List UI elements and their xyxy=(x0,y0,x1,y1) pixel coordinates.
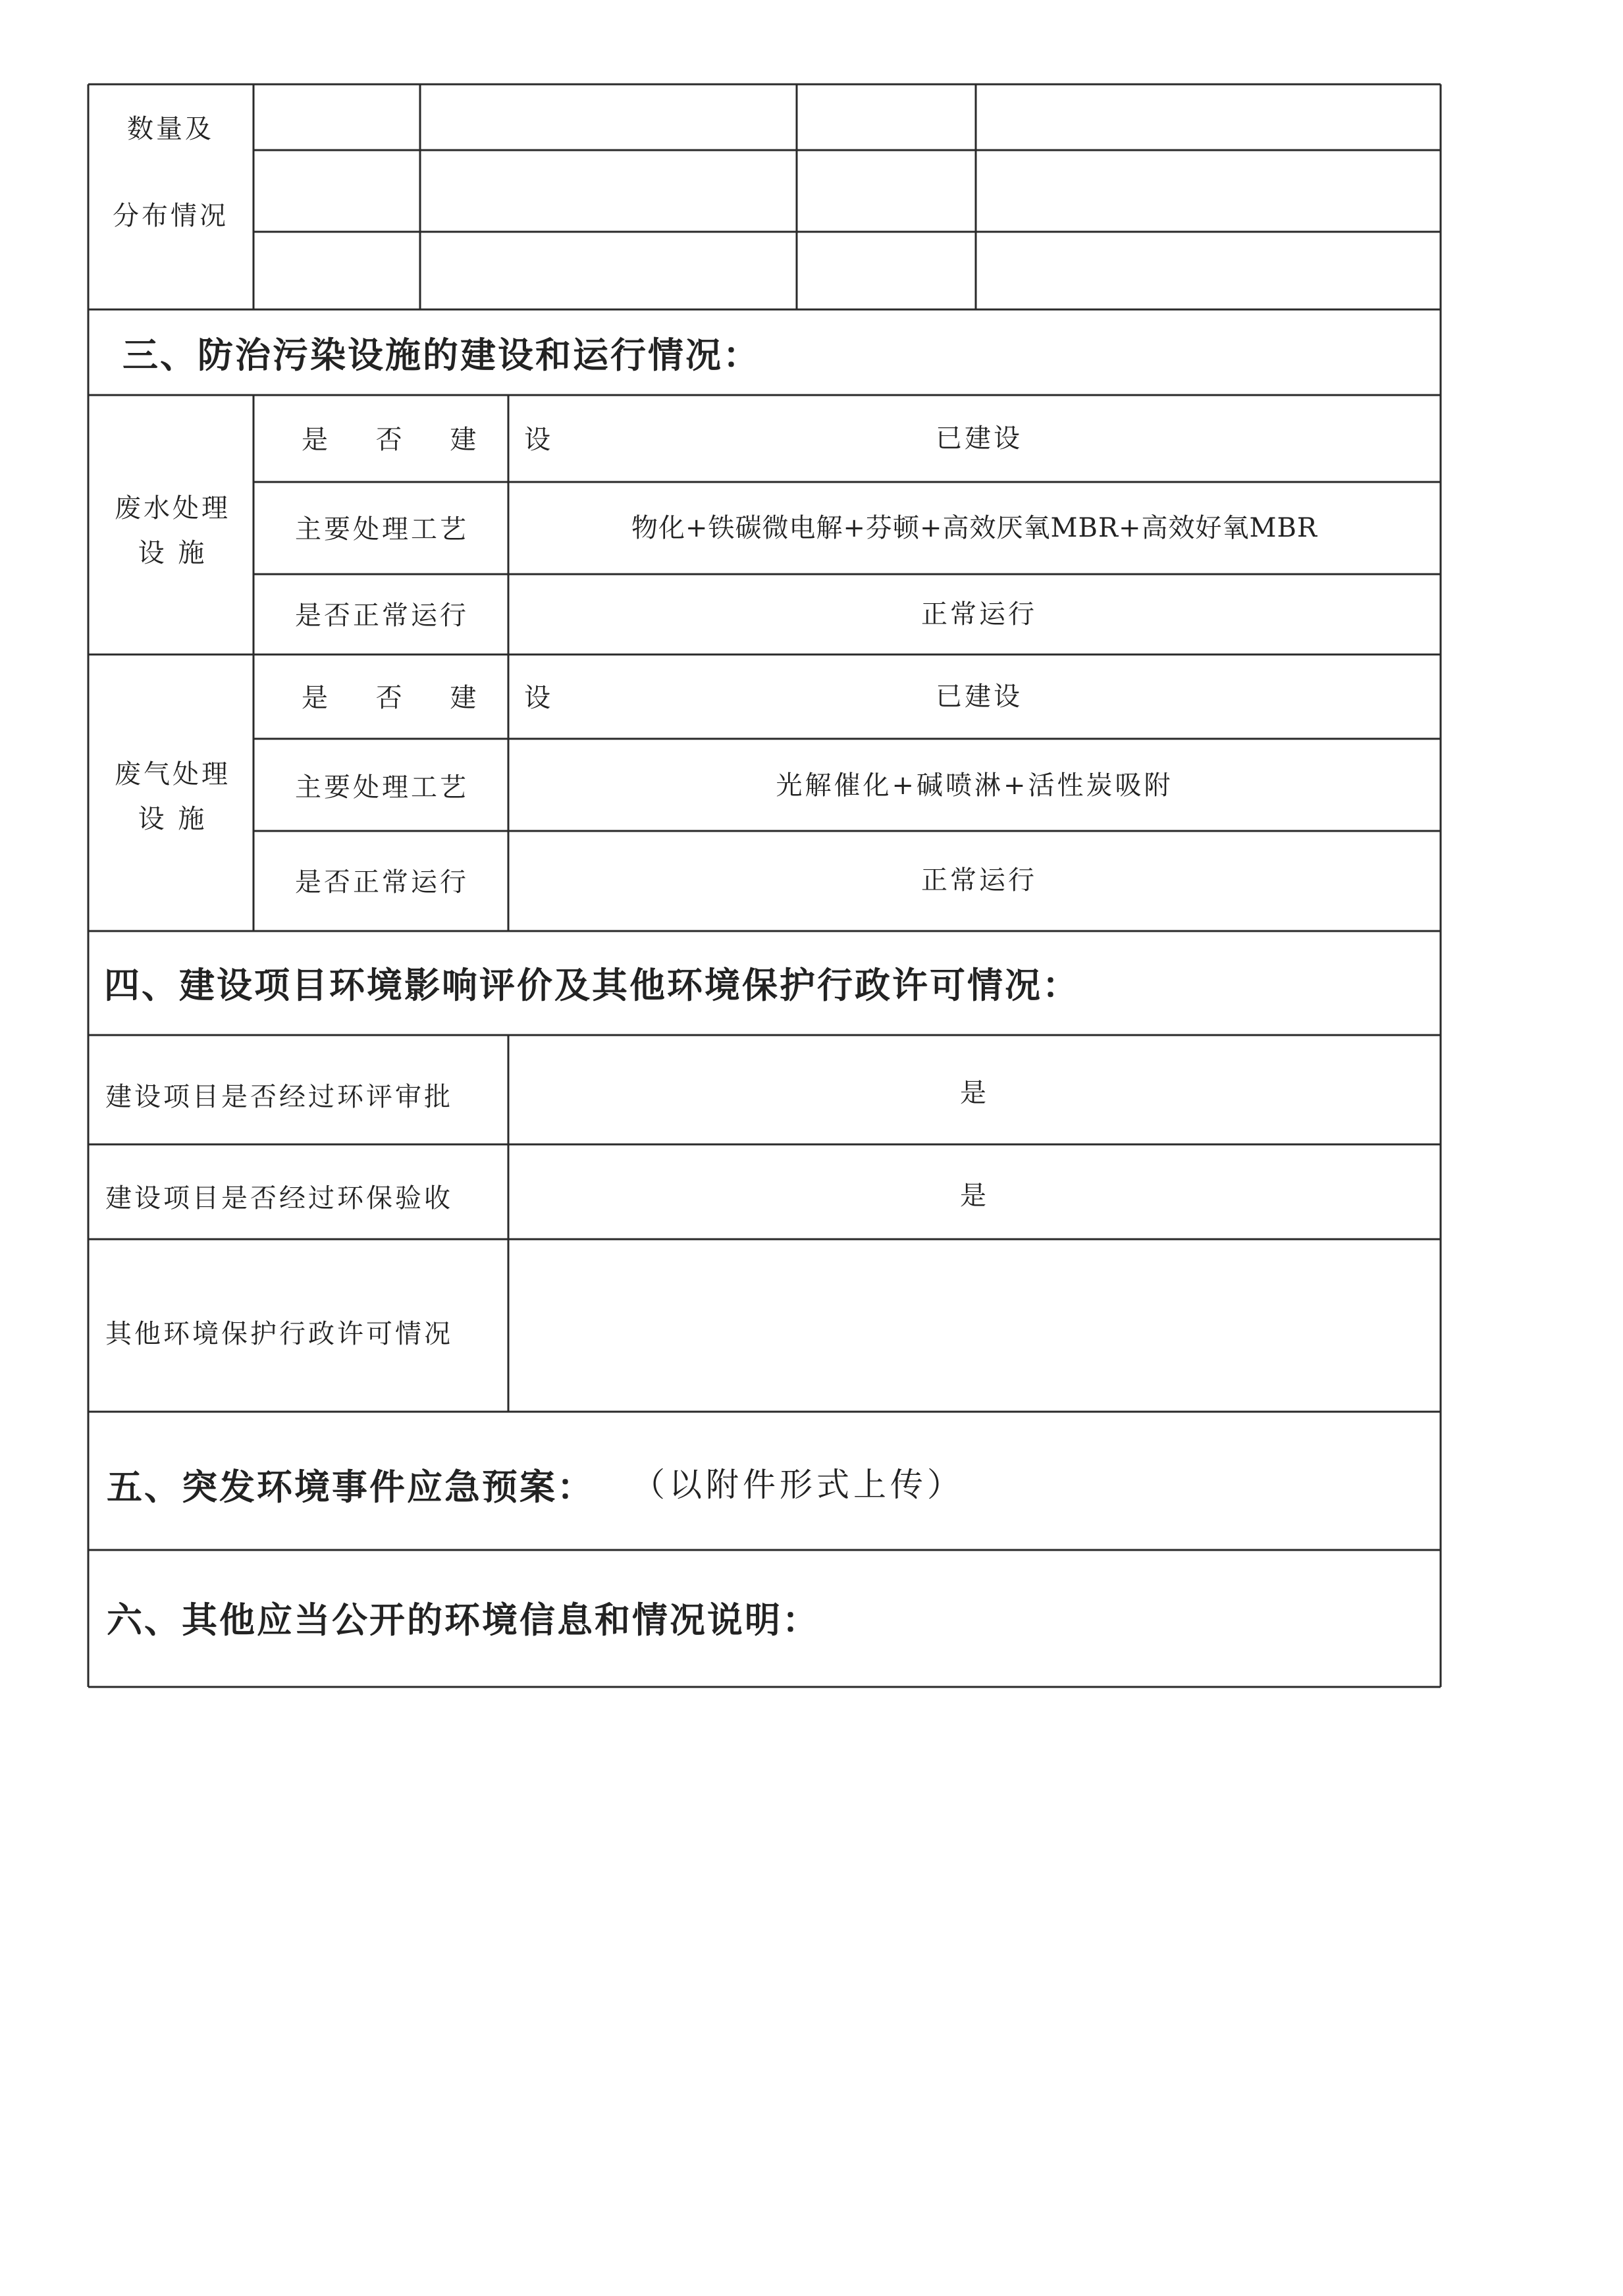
wastewater-process-value: 物化+铁碳微电解+芬顿+高效厌氧MBR+高效好氧MBR xyxy=(631,513,1317,543)
wastegas-built-value: 已建设 xyxy=(936,681,1023,712)
wastegas-running-value: 正常运行 xyxy=(921,865,1037,895)
wastewater-label-line2: 设 施 xyxy=(138,538,207,568)
wastewater-built-value: 已建设 xyxy=(936,423,1023,454)
wastewater-running-value: 正常运行 xyxy=(921,599,1037,629)
wastegas-label xyxy=(115,752,230,841)
wastewater-built-label: 是 否 建 设 xyxy=(302,425,571,455)
section5-note: （以附件形式上传） xyxy=(632,1466,964,1504)
wastewater-label-line1: 废水处理 xyxy=(115,493,230,523)
section5-heading: 五、突发环境事件应急预案： xyxy=(107,1466,595,1508)
eia-approval-label: 建设项目是否经过环评审批 xyxy=(105,1082,453,1112)
other-permits-label: 其他环境保护行政许可情况 xyxy=(105,1319,453,1349)
distribution-label-line1: 数量及 xyxy=(127,114,214,144)
wastegas-running-label: 是否正常运行 xyxy=(295,867,469,897)
acceptance-value: 是 xyxy=(960,1181,989,1211)
eia-approval-value: 是 xyxy=(960,1078,989,1108)
wastegas-process-value: 光解催化+碱喷淋+活性炭吸附 xyxy=(776,770,1173,801)
section3-heading: 三、防治污染设施的建设和运行情况： xyxy=(122,334,760,376)
wastewater-running-label: 是否正常运行 xyxy=(295,601,469,631)
wastewater-process-label: 主要处理工艺 xyxy=(295,514,469,545)
wastegas-label-line2: 设 施 xyxy=(138,804,207,834)
distribution-label-line2: 分布情况 xyxy=(113,201,228,231)
wastewater-label xyxy=(115,486,230,575)
wastegas-process-label: 主要处理工艺 xyxy=(295,772,469,803)
acceptance-label: 建设项目是否经过环保验收 xyxy=(105,1183,453,1214)
section4-heading: 四、建设项目环境影响评价及其他环境保护行政许可情况： xyxy=(104,965,1080,1006)
section6-heading: 六、其他应当公开的环境信息和情况说明： xyxy=(107,1599,820,1641)
wastegas-built-label: 是 否 建 设 xyxy=(302,683,571,713)
wastegas-label-line1: 废气处理 xyxy=(115,759,230,789)
distribution-label xyxy=(113,86,228,259)
